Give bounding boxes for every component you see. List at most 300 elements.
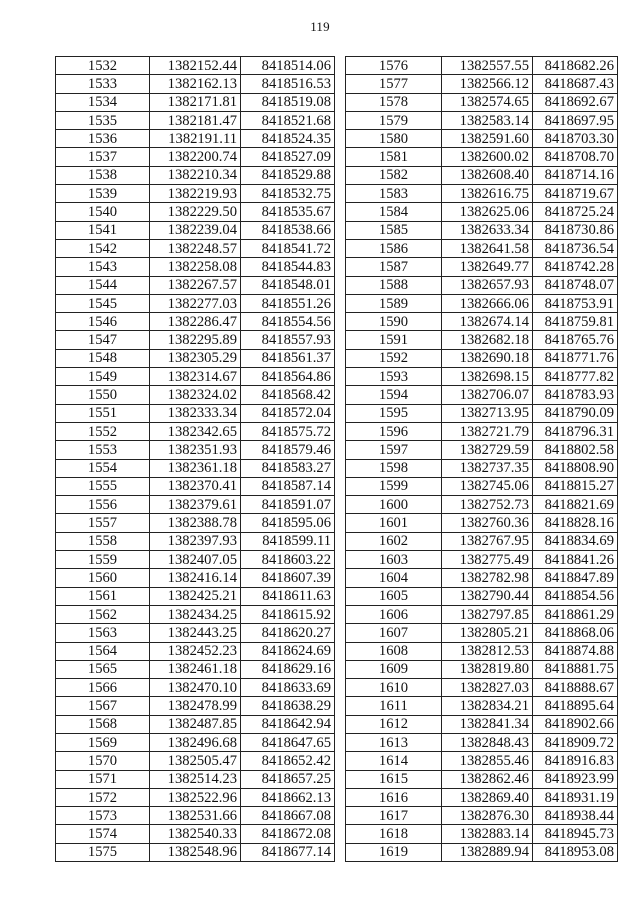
y-coordinate-cell: 8418923.99 xyxy=(533,770,618,788)
y-coordinate-cell: 8418615.92 xyxy=(241,605,335,623)
point-number-cell: 1550 xyxy=(56,386,150,404)
x-coordinate-cell: 1382674.14 xyxy=(442,313,533,331)
x-coordinate-cell: 1382514.23 xyxy=(150,770,241,788)
y-coordinate-cell: 8418667.08 xyxy=(241,807,335,825)
x-coordinate-cell: 1382883.14 xyxy=(442,825,533,843)
x-coordinate-cell: 1382416.14 xyxy=(150,569,241,587)
point-number-cell: 1561 xyxy=(56,587,150,605)
x-coordinate-cell: 1382388.78 xyxy=(150,514,241,532)
x-coordinate-cell: 1382805.21 xyxy=(442,624,533,642)
point-number-cell: 1534 xyxy=(56,93,150,111)
table-row xyxy=(56,624,335,642)
point-number-cell: 1564 xyxy=(56,642,150,660)
y-coordinate-cell: 8418771.76 xyxy=(533,349,618,367)
table-row xyxy=(56,733,335,751)
x-coordinate-cell: 1382797.85 xyxy=(442,605,533,623)
table-row xyxy=(56,349,335,367)
table-row xyxy=(56,276,335,294)
point-number-cell: 1552 xyxy=(56,422,150,440)
table-row xyxy=(56,166,335,184)
x-coordinate-cell: 1382657.93 xyxy=(442,276,533,294)
y-coordinate-cell: 8418790.09 xyxy=(533,404,618,422)
x-coordinate-cell: 1382461.18 xyxy=(150,660,241,678)
y-coordinate-cell: 8418725.24 xyxy=(533,203,618,221)
table-row xyxy=(346,276,618,294)
table-row xyxy=(56,313,335,331)
point-number-cell: 1593 xyxy=(346,368,442,386)
table-row xyxy=(56,368,335,386)
table-row xyxy=(346,111,618,129)
y-coordinate-cell: 8418557.93 xyxy=(241,331,335,349)
y-coordinate-cell: 8418519.08 xyxy=(241,93,335,111)
point-number-cell: 1591 xyxy=(346,331,442,349)
table-row xyxy=(346,75,618,93)
y-coordinate-cell: 8418611.63 xyxy=(241,587,335,605)
y-coordinate-cell: 8418895.64 xyxy=(533,697,618,715)
point-number-cell: 1541 xyxy=(56,221,150,239)
x-coordinate-cell: 1382752.73 xyxy=(442,496,533,514)
y-coordinate-cell: 8418524.35 xyxy=(241,130,335,148)
point-number-cell: 1549 xyxy=(56,368,150,386)
x-coordinate-cell: 1382760.36 xyxy=(442,514,533,532)
x-coordinate-cell: 1382855.46 xyxy=(442,752,533,770)
point-number-cell: 1598 xyxy=(346,459,442,477)
y-coordinate-cell: 8418697.95 xyxy=(533,111,618,129)
y-coordinate-cell: 8418938.44 xyxy=(533,807,618,825)
table-row xyxy=(346,551,618,569)
y-coordinate-cell: 8418847.89 xyxy=(533,569,618,587)
point-number-cell: 1536 xyxy=(56,130,150,148)
x-coordinate-cell: 1382745.06 xyxy=(442,477,533,495)
table-row xyxy=(346,715,618,733)
point-number-cell: 1585 xyxy=(346,221,442,239)
y-coordinate-cell: 8418828.16 xyxy=(533,514,618,532)
y-coordinate-cell: 8418821.69 xyxy=(533,496,618,514)
x-coordinate-cell: 1382540.33 xyxy=(150,825,241,843)
y-coordinate-cell: 8418514.06 xyxy=(241,57,335,75)
coordinates-table-left-body xyxy=(56,57,335,862)
point-number-cell: 1539 xyxy=(56,185,150,203)
x-coordinate-cell: 1382721.79 xyxy=(442,422,533,440)
table-row xyxy=(56,605,335,623)
y-coordinate-cell: 8418548.01 xyxy=(241,276,335,294)
y-coordinate-cell: 8418638.29 xyxy=(241,697,335,715)
table-row xyxy=(346,386,618,404)
x-coordinate-cell: 1382633.34 xyxy=(442,221,533,239)
coordinates-table-right-body xyxy=(346,57,618,862)
table-row xyxy=(56,203,335,221)
point-number-cell: 1570 xyxy=(56,752,150,770)
y-coordinate-cell: 8418535.67 xyxy=(241,203,335,221)
x-coordinate-cell: 1382522.96 xyxy=(150,788,241,806)
table-row xyxy=(56,660,335,678)
table-row xyxy=(346,148,618,166)
x-coordinate-cell: 1382876.30 xyxy=(442,807,533,825)
x-coordinate-cell: 1382171.81 xyxy=(150,93,241,111)
x-coordinate-cell: 1382889.94 xyxy=(442,843,533,861)
y-coordinate-cell: 8418953.08 xyxy=(533,843,618,861)
table-row xyxy=(56,258,335,276)
point-number-cell: 1582 xyxy=(346,166,442,184)
point-number-cell: 1580 xyxy=(346,130,442,148)
table-row xyxy=(346,130,618,148)
table-row xyxy=(56,459,335,477)
y-coordinate-cell: 8418861.29 xyxy=(533,605,618,623)
y-coordinate-cell: 8418599.11 xyxy=(241,532,335,550)
y-coordinate-cell: 8418916.83 xyxy=(533,752,618,770)
y-coordinate-cell: 8418682.26 xyxy=(533,57,618,75)
table-row xyxy=(56,642,335,660)
point-number-cell: 1563 xyxy=(56,624,150,642)
x-coordinate-cell: 1382379.61 xyxy=(150,496,241,514)
table-row xyxy=(346,770,618,788)
y-coordinate-cell: 8418714.16 xyxy=(533,166,618,184)
point-number-cell: 1602 xyxy=(346,532,442,550)
table-row xyxy=(56,386,335,404)
x-coordinate-cell: 1382248.57 xyxy=(150,239,241,257)
y-coordinate-cell: 8418647.65 xyxy=(241,733,335,751)
point-number-cell: 1589 xyxy=(346,294,442,312)
y-coordinate-cell: 8418629.16 xyxy=(241,660,335,678)
y-coordinate-cell: 8418854.56 xyxy=(533,587,618,605)
page-number: 119 xyxy=(310,19,330,34)
table-row xyxy=(56,111,335,129)
x-coordinate-cell: 1382351.93 xyxy=(150,441,241,459)
y-coordinate-cell: 8418538.66 xyxy=(241,221,335,239)
point-number-cell: 1617 xyxy=(346,807,442,825)
table-row xyxy=(56,93,335,111)
x-coordinate-cell: 1382767.95 xyxy=(442,532,533,550)
x-coordinate-cell: 1382812.53 xyxy=(442,642,533,660)
table-row xyxy=(346,459,618,477)
y-coordinate-cell: 8418603.22 xyxy=(241,551,335,569)
table-row xyxy=(346,93,618,111)
y-coordinate-cell: 8418945.73 xyxy=(533,825,618,843)
point-number-cell: 1603 xyxy=(346,551,442,569)
x-coordinate-cell: 1382324.02 xyxy=(150,386,241,404)
point-number-cell: 1581 xyxy=(346,148,442,166)
y-coordinate-cell: 8418765.76 xyxy=(533,331,618,349)
table-row xyxy=(56,807,335,825)
point-number-cell: 1596 xyxy=(346,422,442,440)
table-row xyxy=(346,532,618,550)
point-number-cell: 1538 xyxy=(56,166,150,184)
table-row xyxy=(56,75,335,93)
y-coordinate-cell: 8418516.53 xyxy=(241,75,335,93)
point-number-cell: 1610 xyxy=(346,679,442,697)
x-coordinate-cell: 1382407.05 xyxy=(150,551,241,569)
x-coordinate-cell: 1382277.03 xyxy=(150,294,241,312)
x-coordinate-cell: 1382729.59 xyxy=(442,441,533,459)
y-coordinate-cell: 8418541.72 xyxy=(241,239,335,257)
y-coordinate-cell: 8418687.43 xyxy=(533,75,618,93)
table-row xyxy=(56,514,335,532)
table-row xyxy=(56,843,335,861)
x-coordinate-cell: 1382608.40 xyxy=(442,166,533,184)
x-coordinate-cell: 1382181.47 xyxy=(150,111,241,129)
table-row xyxy=(56,441,335,459)
point-number-cell: 1599 xyxy=(346,477,442,495)
x-coordinate-cell: 1382557.55 xyxy=(442,57,533,75)
point-number-cell: 1594 xyxy=(346,386,442,404)
y-coordinate-cell: 8418620.27 xyxy=(241,624,335,642)
y-coordinate-cell: 8418657.25 xyxy=(241,770,335,788)
y-coordinate-cell: 8418841.26 xyxy=(533,551,618,569)
y-coordinate-cell: 8418834.69 xyxy=(533,532,618,550)
x-coordinate-cell: 1382452.23 xyxy=(150,642,241,660)
table-row xyxy=(346,239,618,257)
y-coordinate-cell: 8418730.86 xyxy=(533,221,618,239)
coordinates-table-right xyxy=(345,56,618,862)
y-coordinate-cell: 8418802.58 xyxy=(533,441,618,459)
x-coordinate-cell: 1382782.98 xyxy=(442,569,533,587)
point-number-cell: 1571 xyxy=(56,770,150,788)
x-coordinate-cell: 1382834.21 xyxy=(442,697,533,715)
table-row xyxy=(346,514,618,532)
y-coordinate-cell: 8418759.81 xyxy=(533,313,618,331)
point-number-cell: 1609 xyxy=(346,660,442,678)
x-coordinate-cell: 1382258.08 xyxy=(150,258,241,276)
x-coordinate-cell: 1382370.41 xyxy=(150,477,241,495)
x-coordinate-cell: 1382713.95 xyxy=(442,404,533,422)
point-number-cell: 1606 xyxy=(346,605,442,623)
point-number-cell: 1559 xyxy=(56,551,150,569)
y-coordinate-cell: 8418521.68 xyxy=(241,111,335,129)
point-number-cell: 1587 xyxy=(346,258,442,276)
x-coordinate-cell: 1382333.34 xyxy=(150,404,241,422)
table-row xyxy=(56,221,335,239)
y-coordinate-cell: 8418544.83 xyxy=(241,258,335,276)
x-coordinate-cell: 1382152.44 xyxy=(150,57,241,75)
x-coordinate-cell: 1382819.80 xyxy=(442,660,533,678)
table-row xyxy=(346,642,618,660)
point-number-cell: 1568 xyxy=(56,715,150,733)
y-coordinate-cell: 8418692.67 xyxy=(533,93,618,111)
table-row xyxy=(346,496,618,514)
table-row xyxy=(56,770,335,788)
x-coordinate-cell: 1382862.46 xyxy=(442,770,533,788)
y-coordinate-cell: 8418783.93 xyxy=(533,386,618,404)
table-row xyxy=(346,807,618,825)
x-coordinate-cell: 1382566.12 xyxy=(442,75,533,93)
y-coordinate-cell: 8418551.26 xyxy=(241,294,335,312)
coordinates-table-left xyxy=(55,56,335,862)
table-row xyxy=(346,331,618,349)
y-coordinate-cell: 8418902.66 xyxy=(533,715,618,733)
table-row xyxy=(56,569,335,587)
point-number-cell: 1615 xyxy=(346,770,442,788)
y-coordinate-cell: 8418564.86 xyxy=(241,368,335,386)
x-coordinate-cell: 1382848.43 xyxy=(442,733,533,751)
x-coordinate-cell: 1382706.07 xyxy=(442,386,533,404)
y-coordinate-cell: 8418591.07 xyxy=(241,496,335,514)
point-number-cell: 1565 xyxy=(56,660,150,678)
table-row xyxy=(346,203,618,221)
x-coordinate-cell: 1382600.02 xyxy=(442,148,533,166)
point-number-cell: 1588 xyxy=(346,276,442,294)
table-row xyxy=(56,496,335,514)
y-coordinate-cell: 8418568.42 xyxy=(241,386,335,404)
point-number-cell: 1573 xyxy=(56,807,150,825)
x-coordinate-cell: 1382295.89 xyxy=(150,331,241,349)
point-number-cell: 1592 xyxy=(346,349,442,367)
table-row xyxy=(346,569,618,587)
x-coordinate-cell: 1382790.44 xyxy=(442,587,533,605)
point-number-cell: 1595 xyxy=(346,404,442,422)
x-coordinate-cell: 1382361.18 xyxy=(150,459,241,477)
y-coordinate-cell: 8418868.06 xyxy=(533,624,618,642)
table-row xyxy=(346,733,618,751)
x-coordinate-cell: 1382286.47 xyxy=(150,313,241,331)
y-coordinate-cell: 8418719.67 xyxy=(533,185,618,203)
y-coordinate-cell: 8418888.67 xyxy=(533,679,618,697)
y-coordinate-cell: 8418874.88 xyxy=(533,642,618,660)
point-number-cell: 1556 xyxy=(56,496,150,514)
table-row xyxy=(346,313,618,331)
x-coordinate-cell: 1382641.58 xyxy=(442,239,533,257)
point-number-cell: 1613 xyxy=(346,733,442,751)
x-coordinate-cell: 1382425.21 xyxy=(150,587,241,605)
x-coordinate-cell: 1382443.25 xyxy=(150,624,241,642)
table-row xyxy=(56,148,335,166)
y-coordinate-cell: 8418796.31 xyxy=(533,422,618,440)
table-row xyxy=(346,752,618,770)
x-coordinate-cell: 1382591.60 xyxy=(442,130,533,148)
table-row xyxy=(56,331,335,349)
point-number-cell: 1579 xyxy=(346,111,442,129)
x-coordinate-cell: 1382869.40 xyxy=(442,788,533,806)
x-coordinate-cell: 1382583.14 xyxy=(442,111,533,129)
y-coordinate-cell: 8418881.75 xyxy=(533,660,618,678)
x-coordinate-cell: 1382666.06 xyxy=(442,294,533,312)
point-number-cell: 1554 xyxy=(56,459,150,477)
x-coordinate-cell: 1382267.57 xyxy=(150,276,241,294)
x-coordinate-cell: 1382434.25 xyxy=(150,605,241,623)
point-number-cell: 1555 xyxy=(56,477,150,495)
point-number-cell: 1584 xyxy=(346,203,442,221)
table-row xyxy=(346,624,618,642)
point-number-cell: 1572 xyxy=(56,788,150,806)
x-coordinate-cell: 1382342.65 xyxy=(150,422,241,440)
table-row xyxy=(346,349,618,367)
table-row xyxy=(56,404,335,422)
point-number-cell: 1543 xyxy=(56,258,150,276)
point-number-cell: 1569 xyxy=(56,733,150,751)
point-number-cell: 1532 xyxy=(56,57,150,75)
table-row xyxy=(346,185,618,203)
point-number-cell: 1540 xyxy=(56,203,150,221)
y-coordinate-cell: 8418808.90 xyxy=(533,459,618,477)
x-coordinate-cell: 1382531.66 xyxy=(150,807,241,825)
y-coordinate-cell: 8418777.82 xyxy=(533,368,618,386)
point-number-cell: 1618 xyxy=(346,825,442,843)
y-coordinate-cell: 8418554.56 xyxy=(241,313,335,331)
x-coordinate-cell: 1382191.11 xyxy=(150,130,241,148)
point-number-cell: 1608 xyxy=(346,642,442,660)
x-coordinate-cell: 1382574.65 xyxy=(442,93,533,111)
table-row xyxy=(56,130,335,148)
y-coordinate-cell: 8418595.06 xyxy=(241,514,335,532)
y-coordinate-cell: 8418672.08 xyxy=(241,825,335,843)
x-coordinate-cell: 1382305.29 xyxy=(150,349,241,367)
x-coordinate-cell: 1382649.77 xyxy=(442,258,533,276)
y-coordinate-cell: 8418529.88 xyxy=(241,166,335,184)
point-number-cell: 1557 xyxy=(56,514,150,532)
point-number-cell: 1567 xyxy=(56,697,150,715)
table-row xyxy=(346,258,618,276)
y-coordinate-cell: 8418624.69 xyxy=(241,642,335,660)
x-coordinate-cell: 1382737.35 xyxy=(442,459,533,477)
point-number-cell: 1590 xyxy=(346,313,442,331)
point-number-cell: 1553 xyxy=(56,441,150,459)
table-row xyxy=(346,166,618,184)
point-number-cell: 1551 xyxy=(56,404,150,422)
point-number-cell: 1562 xyxy=(56,605,150,623)
x-coordinate-cell: 1382470.10 xyxy=(150,679,241,697)
point-number-cell: 1546 xyxy=(56,313,150,331)
x-coordinate-cell: 1382487.85 xyxy=(150,715,241,733)
point-number-cell: 1548 xyxy=(56,349,150,367)
point-number-cell: 1545 xyxy=(56,294,150,312)
y-coordinate-cell: 8418532.75 xyxy=(241,185,335,203)
table-row xyxy=(346,368,618,386)
point-number-cell: 1558 xyxy=(56,532,150,550)
table-row xyxy=(56,788,335,806)
x-coordinate-cell: 1382239.04 xyxy=(150,221,241,239)
x-coordinate-cell: 1382841.34 xyxy=(442,715,533,733)
table-row xyxy=(346,57,618,75)
x-coordinate-cell: 1382210.34 xyxy=(150,166,241,184)
table-row xyxy=(346,294,618,312)
table-row xyxy=(56,752,335,770)
table-row xyxy=(346,843,618,861)
point-number-cell: 1614 xyxy=(346,752,442,770)
point-number-cell: 1566 xyxy=(56,679,150,697)
table-row xyxy=(346,697,618,715)
y-coordinate-cell: 8418583.27 xyxy=(241,459,335,477)
point-number-cell: 1578 xyxy=(346,93,442,111)
point-number-cell: 1605 xyxy=(346,587,442,605)
table-row xyxy=(56,294,335,312)
x-coordinate-cell: 1382775.49 xyxy=(442,551,533,569)
x-coordinate-cell: 1382625.06 xyxy=(442,203,533,221)
y-coordinate-cell: 8418677.14 xyxy=(241,843,335,861)
table-row xyxy=(346,441,618,459)
y-coordinate-cell: 8418633.69 xyxy=(241,679,335,697)
y-coordinate-cell: 8418662.13 xyxy=(241,788,335,806)
x-coordinate-cell: 1382827.03 xyxy=(442,679,533,697)
table-row xyxy=(56,57,335,75)
point-number-cell: 1576 xyxy=(346,57,442,75)
x-coordinate-cell: 1382229.50 xyxy=(150,203,241,221)
y-coordinate-cell: 8418742.28 xyxy=(533,258,618,276)
table-row xyxy=(56,422,335,440)
table-row xyxy=(56,239,335,257)
x-coordinate-cell: 1382616.75 xyxy=(442,185,533,203)
y-coordinate-cell: 8418575.72 xyxy=(241,422,335,440)
y-coordinate-cell: 8418703.30 xyxy=(533,130,618,148)
table-row xyxy=(346,587,618,605)
table-row xyxy=(346,605,618,623)
table-row xyxy=(56,477,335,495)
table-row xyxy=(56,551,335,569)
table-row xyxy=(346,477,618,495)
x-coordinate-cell: 1382219.93 xyxy=(150,185,241,203)
y-coordinate-cell: 8418909.72 xyxy=(533,733,618,751)
table-row xyxy=(346,221,618,239)
y-coordinate-cell: 8418579.46 xyxy=(241,441,335,459)
point-number-cell: 1586 xyxy=(346,239,442,257)
